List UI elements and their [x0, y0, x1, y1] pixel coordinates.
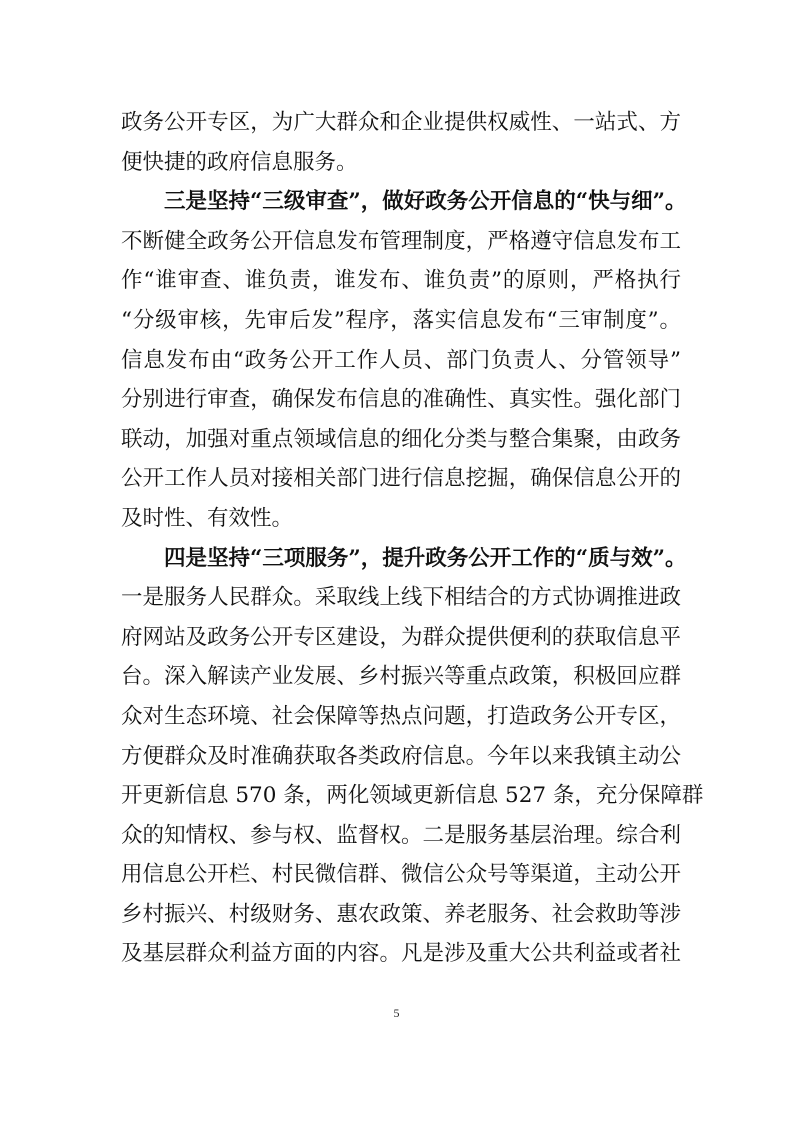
body-text-line: 公开工作人员对接相关部门进行信息挖掘，确保信息公开的 [121, 466, 681, 492]
document-body [121, 103, 704, 974]
body-text-line: 台。深入解读产业发展、乡村振兴等重点政策，积极回应群 [121, 664, 681, 690]
body-text-line: 便快捷的政府信息服务。 [121, 149, 358, 175]
body-text-line: 一是服务人民群众。采取线上线下相结合的方式协调推进政 [121, 585, 681, 611]
body-text-line: 开更新信息 570 条，两化领域更新信息 527 条，充分保障群 [121, 783, 704, 809]
body-text-line: 乡村振兴、村级财务、惠农政策、养老服务、社会救助等涉 [121, 901, 681, 927]
body-text-line: 联动，加强对重点领域信息的细化分类与整合集聚，由政务 [121, 426, 681, 452]
body-text-line: 信息发布由“政务公开工作人员、部门负责人、分管领导” [121, 347, 681, 373]
body-text-line: “分级审核，先审后发”程序，落实信息发布“三审制度”。 [121, 307, 681, 333]
body-text-line: 分别进行审查，确保发布信息的准确性、真实性。强化部门 [121, 387, 681, 413]
section-heading-line: 三是坚持“三级审查”，做好政务公开信息的“快与细”。 [164, 189, 687, 215]
body-text-line: 方便群众及时准确获取各类政府信息。今年以来我镇主动公 [121, 743, 681, 769]
body-text-line: 及基层群众利益方面的内容。凡是涉及重大公共利益或者社 [121, 941, 681, 967]
body-text-line: 不断健全政务公开信息发布管理制度，严格遵守信息发布工 [121, 228, 681, 254]
body-text-line: 府网站及政务公开专区建设，为群众提供便利的获取信息平 [121, 624, 681, 650]
body-text-line: 作“谁审查、谁负责，谁发布、谁负责”的原则，严格执行 [121, 268, 681, 294]
page-number: 5 [393, 1006, 400, 1020]
section-heading-line: 四是坚持“三项服务”，提升政务公开工作的“质与效”。 [164, 545, 687, 571]
body-text-line: 众对生态环境、社会保障等热点问题，打造政务公开专区， [121, 703, 681, 729]
body-text-line: 及时性、有效性。 [121, 505, 294, 531]
body-text-line: 用信息公开栏、村民微信群、微信公众号等渠道，主动公开 [121, 862, 681, 888]
body-text-line: 政务公开专区，为广大群众和企业提供权威性、一站式、方 [121, 110, 681, 135]
body-text-line: 众的知情权、参与权、监督权。二是服务基层治理。综合利 [121, 822, 681, 848]
